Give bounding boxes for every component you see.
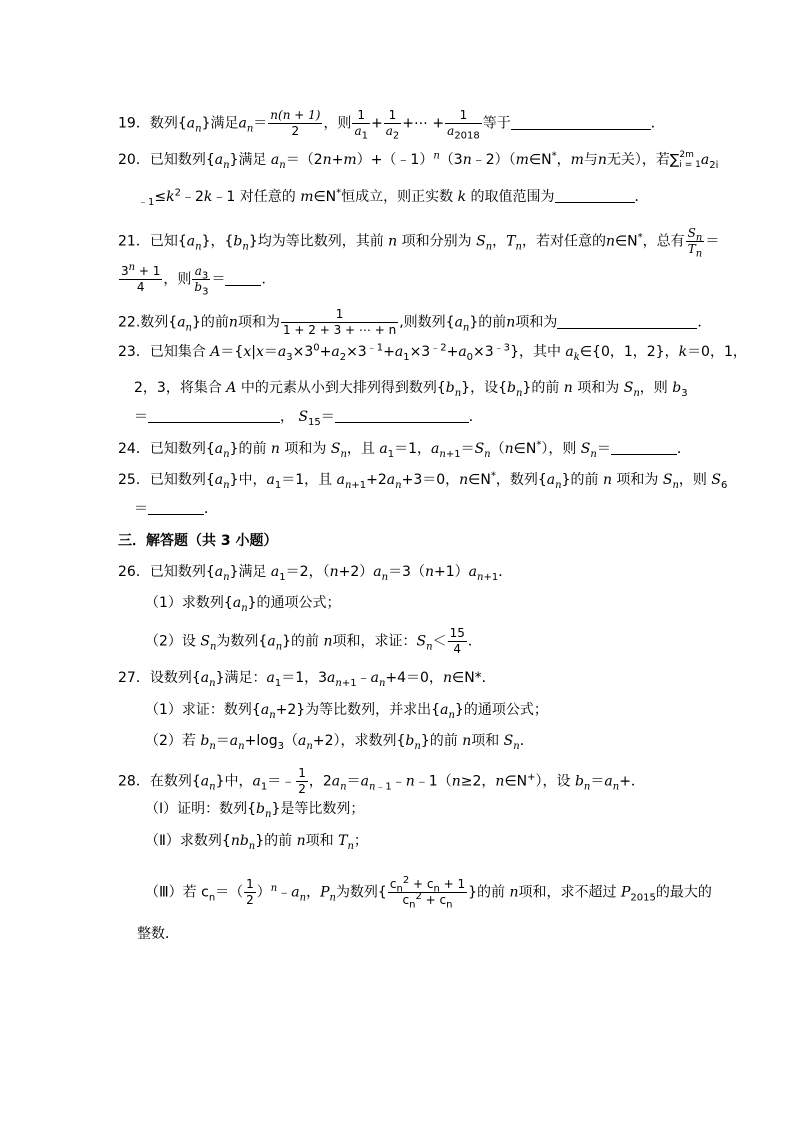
question-26-part-1: （1）求数列$\{a_n\}$的通项公式； [145,595,341,614]
fraction: $\frac{1}{a_1}$ [354,108,368,142]
question-number: 20． [118,152,150,168]
question-28-end: 整数． [137,926,179,942]
question-26: 26．已知数列$\{a_n\}$满足 $a_1=2$，$(n+2)a_n=3(n+1)a_{n+1}$． [118,564,513,583]
question-25: 25．已知数列$\{a_n\}$中，$a_1=1$，且 $a_{n+1}+2a_n+3=0$，n∈N*，数列$\{a_n\}$的前 n 项和为 $S_n$，则 $S_6$ [118,470,728,491]
fraction: $\frac{n(n + 1)}{2}$ [270,108,321,138]
fraction: $\frac{1}{1 + 2 + 3 + \cdots + n}$ [282,307,397,337]
question-20-continued: $_{﹣1}\le k^2﹣2k﹣1$ 对任意的 m∈N*恒成立，则正实数 k 的取值范围为 ． [138,187,649,208]
question-number: 27． [118,670,150,686]
question-number: 25． [118,472,150,488]
question-21: 21．已知$\{a_n\}$，$\{b_n\}$均为等比数列，其前 n 项和分别为 $S_n$，$T_n$，若对任意的n∈N*，总有 $\frac{S_n}{T_n}$ ＝ [118,226,720,260]
section-heading: 三．解答题（共 3 小题） [118,533,278,549]
question-27-part-2: （2）若 $b_n=a_n+\log_3(a_n+2)$，求数列$\{b_n\}$的前 n项和 $S_n$． [145,733,534,752]
fraction: $\frac{1}{2}$ [298,766,306,796]
answer-blank[interactable] [557,314,697,329]
answer-blank[interactable] [148,408,280,423]
question-27-part-1: （1）求证：数列$\{a_n+2\}$为等比数列，并求出$\{a_n\}$的通项公式； [145,702,548,721]
question-number: 19． [118,115,150,132]
question-28: 28．在数列$\{a_n\}$中，$a_1=﹣$ $\frac{1}{2}$ ，$2a_n=a_{n﹣1}﹣n﹣1(n\ge 2$，n∈N+），设 $b_n=a_n+$． [118,766,645,796]
question-20: 20．已知数列$\{a_n\}$满足 $a_n=(2n+m)+(﹣1)^n(3n﹣2)(m\in N^*$，m与n无关），若∑ 2m i = 1 $a_{2i}$ [118,150,719,171]
question-19: 19．数列$\{a_n\}$满足$a_n=$ $\frac{n(n + 1)}{2}$ ，则 $\frac{1}{a_1}$ + $\frac{1}{a_2}$ +⋯ + $\frac{1}{a_{2018}}$ 等于 ． [118,108,665,142]
question-28-part-2: （Ⅱ）求数列$\{nb_n\}$的前 n项和 $T_n$； [145,833,368,852]
question-26-part-2: （2）设 $S_n$为数列$\{a_n\}$的前 n项和，求证：$S_n<$ $\frac{15}{4}$ ． [145,626,482,656]
fraction: $\frac{3^n + 1}{4}$ [121,262,161,294]
question-21-continued: $\frac{3^n + 1}{4}$ ，则 $\frac{a_3}{b_3}$ ＝ ． [121,262,276,298]
question-number: 23． [118,344,150,360]
question-23: 23．已知集合 $A=\{x|x=a_3\times 3^0+a_2\times 3^{﹣1}+a_1\times 3^{﹣2}+a_0\times 3^{﹣3}\}$，其中 $a_k\in\{0$，1，2}，k＝0，1， [118,342,747,363]
question-22: 22.数列$\{a_n\}$的前n项和为 $\frac{1}{1 + 2 + 3 + \cdots + n}$ ,则数列$\{a_n\}$的前n项和为 ． [118,307,712,337]
question-23-answers: ＝ ， $S_{15}=$ ． [134,409,483,428]
question-28-part-1: （Ⅰ）证明：数列$\{b_n\}$是等比数列； [145,801,365,820]
question-25-answer: ＝ ． [134,501,218,517]
question-number: 24． [118,441,150,457]
answer-blank[interactable] [555,188,635,203]
fraction: $\frac{a_3}{b_3}$ [194,264,209,298]
question-24: 24．已知数列$\{a_n\}$的前 n 项和为 $S_n$，且 $a_1=1$，$a_{n+1}=S_n(n\in N^*)$，则 $S_n=$ ． [118,439,691,460]
answer-blank[interactable] [148,500,204,515]
fraction: $\frac{S_n}{T_n}$ [687,226,703,260]
answer-blank[interactable] [611,440,677,455]
fraction: $\frac{15}{4}$ [449,626,465,656]
question-28-part-3: （Ⅲ）若 $c_n=$（ $\frac{1}{2}$ ）$^n﹣a_n$，$P_n$为数列{ $\frac{c_n^2 + c_n + 1}{c_n^2 + c_n}$ }的前 n项和，求不超过 $P_{2015}$的最大的 [145,875,712,911]
answer-blank[interactable] [225,271,261,286]
answer-blank[interactable] [335,408,469,423]
fraction: $\frac{c_n^2 + c_n + 1}{c_n^2 + c_n}$ [389,875,466,911]
fraction: $\frac{1}{2}$ [246,877,254,907]
question-27: 27．设数列$\{a_n\}$满足：$a_1=1$，$3a_{n+1}﹣a_n+4=0$，n∈N*． [118,670,496,689]
question-23-continued: 2，3，将集合 A 中的元素从小到大排列得到数列$\{b_n\}$，设$\{b_n\}$的前 n 项和为 $S_n$，则 $b_3$ [134,380,688,399]
question-number: 22. [118,314,141,331]
question-number: 21． [118,233,150,250]
fraction: $\frac{1}{a_{2018}}$ [447,108,480,142]
question-number: 28． [118,773,150,790]
question-number: 26． [118,564,150,580]
answer-blank[interactable] [511,115,651,130]
fraction: $\frac{1}{a_2}$ [385,108,400,142]
